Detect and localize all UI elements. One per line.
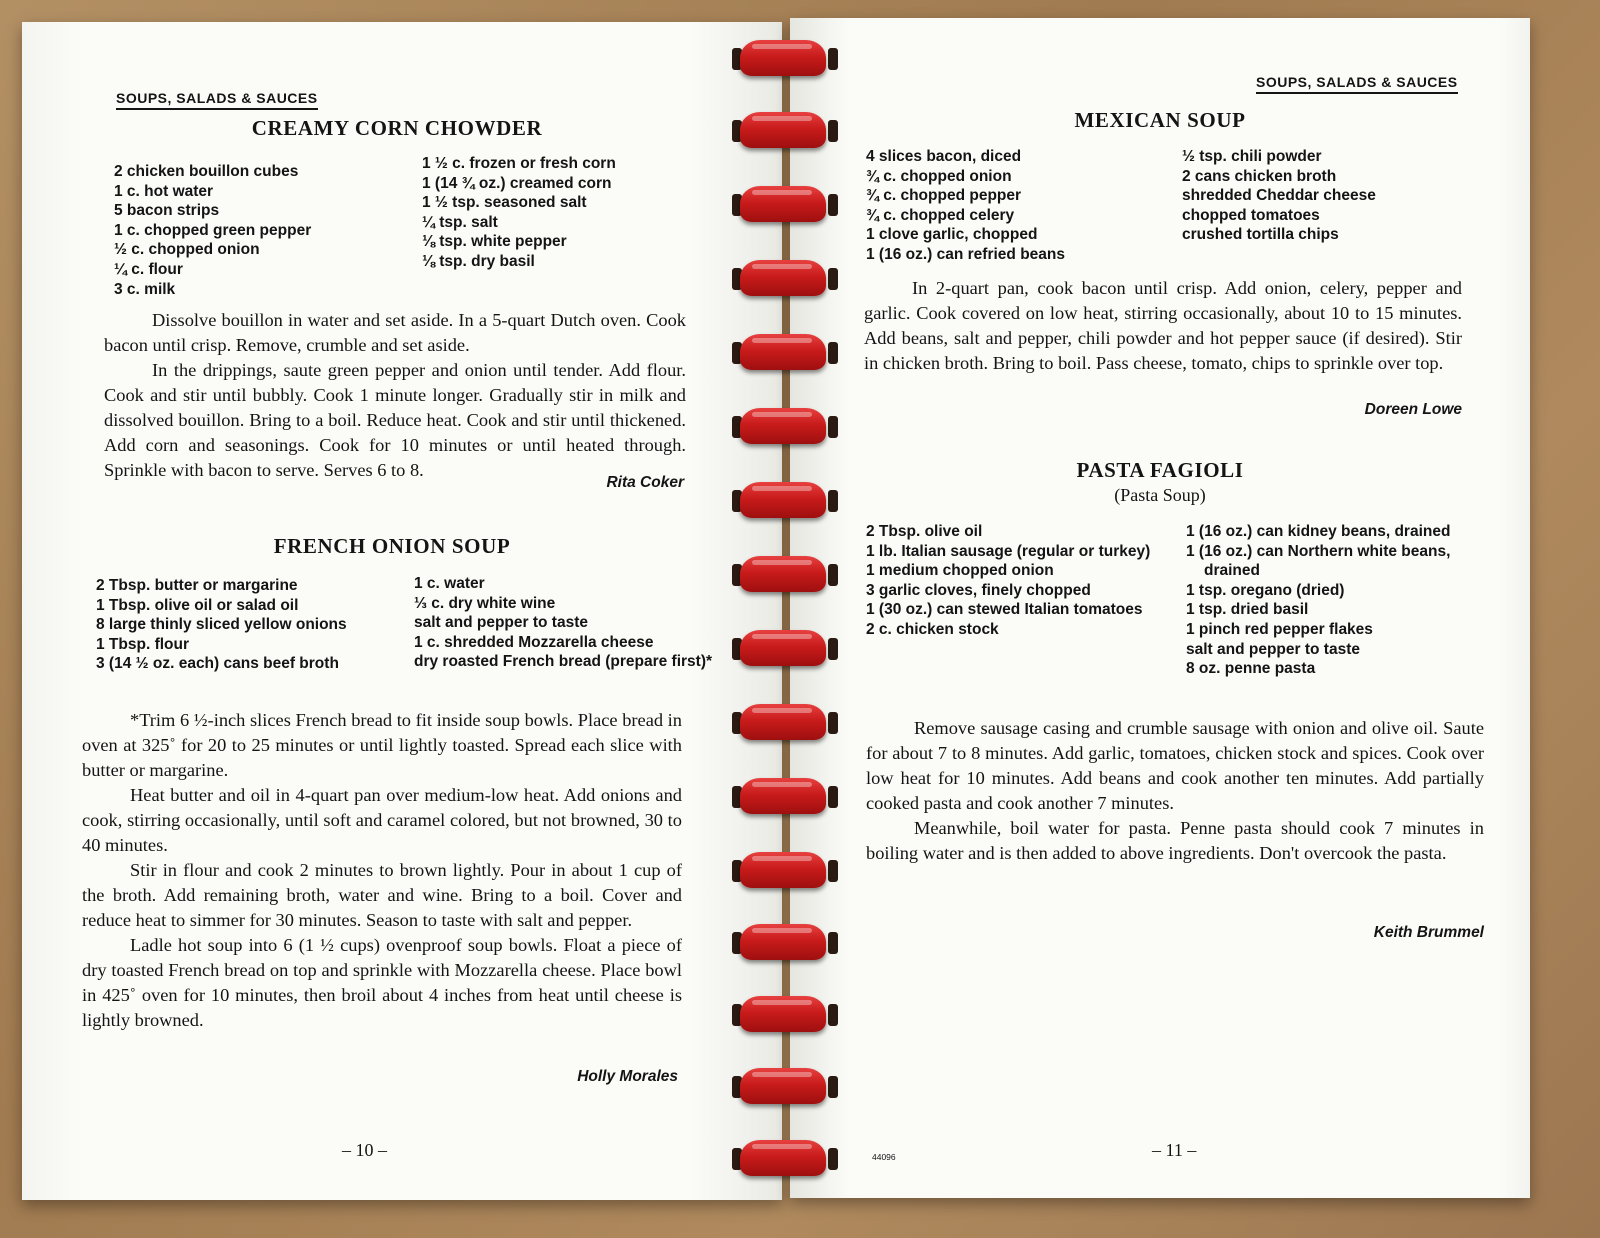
ingredient-item: dry roasted French bread (prepare first)* (414, 653, 713, 671)
ingredient-item: 8 oz. penne pasta (1186, 660, 1316, 678)
spiral-coil (730, 108, 840, 154)
ingredient-item: 1 ½ tsp. seasoned salt (422, 194, 587, 212)
ingredient-item: salt and pepper to taste (1186, 640, 1360, 658)
ingredient-item: 1 tsp. dried basil (1186, 601, 1309, 619)
direction-paragraph: Remove sausage casing and crumble sausage with onion and olive oil. Saute for about 7 to 8 minutes. Add garlic, tomatoes, chicken stock and spices. Cook over low heat for 10 minutes. Add beans and cook another ten minutes. Add partially cooked pasta and cook another 7 minutes. (866, 718, 1484, 813)
ingredient-item: salt and pepper to taste (414, 614, 588, 632)
ingredient-item: 1 clove garlic, chopped (866, 226, 1038, 244)
ingredient-item: 8 large thinly sliced yellow onions (96, 616, 347, 634)
spiral-binding (730, 0, 840, 1238)
ingredient-item: ¾ c. chopped pepper (866, 187, 1022, 205)
direction-paragraph: *Trim 6 ½-inch slices French bread to fit inside soup bowls. Place bread in oven at 325˚ for 20 to 25 minutes or until lightly toasted. Spread each slice with butter or margarine. (82, 710, 682, 780)
ingredient-item: ⅛ tsp. white pepper (422, 233, 567, 251)
ingredient-item: chopped tomatoes (1182, 206, 1320, 224)
page-number: – 11 – (1152, 1140, 1197, 1160)
ingredient-list (866, 522, 1186, 640)
ingredient-item: 3 garlic cloves, finely chopped (866, 581, 1091, 599)
direction-paragraph: In the drippings, saute green pepper and onion until tender. Add flour. Cook and stir until bubbly. Cook 1 minute longer. Gradually stir in milk and dissolved bouillon. Bring to a boil. Reduce heat. Cook and stir until thickened. Add corn and seasonings. Cook for 10 minutes or until heated through. Sprinkle with bacon to serve. Serves 6 to 8. (104, 360, 686, 480)
spiral-coil (730, 552, 840, 598)
recipe-directions (866, 716, 1484, 866)
direction-paragraph: Stir in flour and cook 2 minutes to brown lightly. Pour in about 1 cup of the broth. Add remaining broth, water and wine. Bring to a boil. Cover and reduce heat to simmer for 30 minutes. Season to taste with salt and pepper. (82, 860, 682, 930)
ingredient-item: 1 c. chopped green pepper (114, 221, 312, 239)
ingredient-item: 1 c. hot water (114, 182, 214, 200)
recipe-title: PASTA FAGIOLI (1076, 458, 1244, 482)
ingredient-item: 2 Tbsp. olive oil (866, 523, 983, 540)
ingredient-item: ¾ c. chopped celery (866, 206, 1015, 224)
recipe-directions (104, 308, 686, 483)
ingredient-item: 1 medium chopped onion (866, 562, 1054, 580)
ingredient-item: ¼ c. flour (114, 260, 183, 278)
ingredient-list (866, 147, 1186, 265)
ingredient-item: 2 cans chicken broth (1182, 167, 1337, 185)
ingredient-item: 1 Tbsp. olive oil or salad oil (96, 596, 299, 614)
spiral-coil (730, 1136, 840, 1182)
section-header: SOUPS, SALADS & SAUCES (1256, 74, 1458, 94)
section-header: SOUPS, SALADS & SAUCES (116, 90, 318, 110)
ingredient-item: 3 c. milk (114, 280, 176, 298)
recipe-subtitle: (Pasta Soup) (1114, 485, 1206, 505)
ingredient-item: 1 (16 oz.) can Northern white beans, drained (1186, 542, 1451, 580)
ingredient-item: ¼ tsp. salt (422, 213, 498, 231)
spiral-coil (730, 256, 840, 302)
page-number: – 10 – (342, 1140, 387, 1160)
print-code: 44096 (872, 1152, 896, 1162)
direction-paragraph: Heat butter and oil in 4-quart pan over medium-low heat. Add onions and cook, stirring occasionally, until soft and caramel colored, but not browned, 30 to 40 minutes. (82, 785, 682, 855)
spiral-coil (730, 992, 840, 1038)
ingredient-item: 5 bacon strips (114, 202, 220, 220)
ingredient-item: 1 (16 oz.) can refried beans (866, 245, 1065, 263)
ingredient-item: 1 lb. Italian sausage (regular or turkey) (866, 542, 1151, 560)
left-page (22, 22, 782, 1200)
spiral-coil (730, 478, 840, 524)
ingredient-item: 1 c. water (414, 575, 485, 592)
right-page (790, 18, 1530, 1198)
recipe-title: FRENCH ONION SOUP (273, 534, 511, 558)
spiral-coil (730, 404, 840, 450)
recipe-directions (864, 276, 1462, 376)
direction-paragraph: Dissolve bouillon in water and set aside. In a 5-quart Dutch oven. Cook bacon until crisp. Remove, crumble and set aside. (104, 310, 686, 355)
recipe-author: Holly Morales (577, 1068, 678, 1085)
recipe-author: Doreen Lowe (1364, 401, 1462, 418)
spiral-coil (730, 920, 840, 966)
spiral-coil (730, 848, 840, 894)
ingredient-item: ¾ c. chopped onion (866, 167, 1012, 185)
spiral-coil (730, 1064, 840, 1110)
ingredient-item: ⅛ tsp. dry basil (422, 252, 535, 270)
ingredient-item: 1 (14 ¾ oz.) creamed corn (422, 174, 612, 192)
ingredient-item: 1 (30 oz.) can stewed Italian tomatoes (866, 601, 1143, 619)
ingredient-list (414, 574, 714, 672)
ingredient-item: crushed tortilla chips (1182, 226, 1339, 244)
ingredient-item: 4 slices bacon, diced (866, 148, 1022, 165)
ingredient-item: 2 Tbsp. butter or margarine (96, 577, 298, 594)
ingredient-item: 1 ½ c. frozen or fresh corn (422, 155, 616, 172)
ingredient-item: ½ c. chopped onion (114, 241, 260, 259)
spiral-coil (730, 700, 840, 746)
ingredient-list (1182, 147, 1482, 245)
ingredient-item: 1 Tbsp. flour (96, 635, 189, 653)
spiral-coil (730, 36, 840, 82)
spiral-coil (730, 182, 840, 228)
ingredient-item: 3 (14 ½ oz. each) cans beef broth (96, 655, 339, 673)
ingredient-list (114, 162, 424, 299)
ingredient-item: 1 c. shredded Mozzarella cheese (414, 633, 654, 651)
ingredient-item: 1 pinch red pepper flakes (1186, 620, 1373, 638)
ingredient-item: ½ tsp. chili powder (1182, 148, 1322, 165)
ingredient-list (96, 576, 416, 674)
ingredient-list (422, 154, 722, 272)
direction-paragraph: In 2-quart pan, cook bacon until crisp. Add onion, celery, pepper and garlic. Cook covered on low heat, stirring occasionally, about 10 to 15 minutes. Add beans, salt and pepper, chili powder and hot pepper sauce (if desired). Stir in chicken broth. Bring to boil. Pass cheese, tomato, chips to sprinkle over top. (864, 278, 1462, 373)
recipe-author: Keith Brummel (1373, 924, 1484, 941)
ingredient-item: 1 tsp. oregano (dried) (1186, 581, 1345, 599)
recipe-author: Rita Coker (606, 474, 684, 491)
ingredient-item: 2 c. chicken stock (866, 620, 999, 638)
recipe-title: CREAMY CORN CHOWDER (251, 116, 543, 140)
spiral-coil (730, 330, 840, 376)
ingredient-item: 2 chicken bouillon cubes (114, 163, 299, 180)
direction-paragraph: Ladle hot soup into 6 (1 ½ cups) ovenproof soup bowls. Float a piece of dry toasted French bread on top and sprinkle with Mozzarella cheese. Place bowl in 425˚ oven for 10 minutes, then broil about 4 inches from heat until cheese is lightly browned. (82, 935, 682, 1030)
recipe-directions (82, 708, 682, 1033)
ingredient-item: 1 (16 oz.) can kidney beans, drained (1186, 523, 1451, 540)
spiral-coil (730, 626, 840, 672)
ingredient-item: shredded Cheddar cheese (1182, 187, 1376, 205)
ingredient-item: ⅓ c. dry white wine (414, 594, 556, 612)
recipe-title: MEXICAN SOUP (1074, 108, 1246, 132)
spiral-coil (730, 774, 840, 820)
direction-paragraph: Meanwhile, boil water for pasta. Penne pasta should cook 7 minutes in boiling water and is then added to above ingredients. Don't overcook the pasta. (866, 818, 1484, 863)
ingredient-list (1186, 522, 1486, 679)
